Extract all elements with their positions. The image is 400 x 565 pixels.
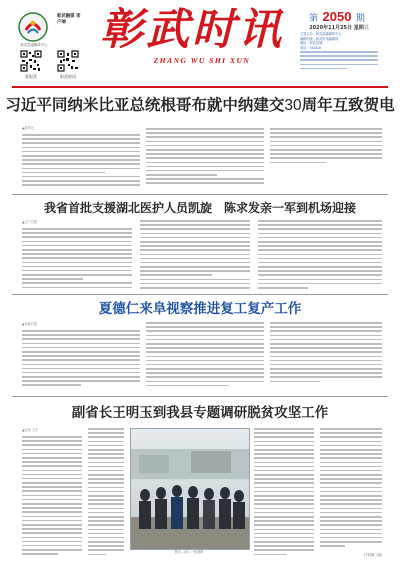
article-4-body: [88, 428, 124, 560]
article-1-body: [270, 128, 382, 168]
logo-caption: 彰武县融媒体中心: [20, 43, 48, 47]
article-2-body: [258, 220, 382, 294]
publisher-line: 电话：0418-6: [300, 45, 321, 50]
headline-text-tail: 周年互致贺电: [301, 96, 395, 114]
article-3-headline: 夏德仁来阜视察推进复工复产工作: [98, 301, 302, 317]
issue-number-value: 2050: [322, 9, 352, 24]
issue-label-post: 期: [355, 13, 365, 23]
article-1-body: [146, 128, 264, 190]
article-4-byline: ▲记者 王东: [22, 428, 39, 432]
publication-date: 2020年11月25日 星期三: [309, 25, 369, 31]
publisher-info: [300, 32, 380, 50]
headline-number: 30: [284, 97, 302, 114]
qr-label-left: 爱彰武: [25, 74, 37, 79]
issue-label-pre: 第: [309, 13, 319, 23]
newspaper-title: 彰武时讯: [100, 5, 284, 55]
article-2-body: [22, 228, 132, 294]
section-divider: [12, 294, 388, 295]
issue-number: [304, 8, 370, 22]
publisher-line: 编辑出版：彰武时讯编辑部: [300, 36, 339, 41]
article-2-body: [140, 220, 250, 294]
article-2-byline: ▲辽宁日报: [22, 220, 38, 224]
app-qr-label: 彰武融媒 客户端: [57, 14, 81, 25]
article-4-body: [22, 436, 82, 560]
article-2-headline: 我省首批支援湖北医护人员凯旋 陈求发亲一军到机场迎接: [43, 201, 356, 215]
section-divider: [12, 396, 388, 397]
article-3-body: [22, 330, 140, 392]
publisher-line: 地址：彰武县城: [300, 41, 323, 46]
masthead-divider: [12, 86, 388, 88]
article-4-headline: 副省长王明玉到我县专题调研脱贫攻坚工作: [71, 405, 329, 421]
article-3-byline: ▲阜新日报: [22, 322, 38, 326]
article-1-byline: ▲新华社: [22, 126, 35, 130]
article-4-body: [254, 428, 314, 560]
newspaper-title-pinyin: ZHANG WU SHI XUN: [153, 56, 251, 65]
section-divider: [12, 194, 388, 195]
article-3-body: [146, 322, 264, 392]
article-4-photo-caption: 图为…深入一线调研: [174, 550, 204, 554]
headline-text: 习近平同纳米比亚总统根哥布就中纳建交: [5, 96, 285, 114]
publisher-line: 主管主办：彰武县融媒体中心: [300, 32, 342, 36]
qr-code-right: [57, 50, 79, 72]
qr-label-right: 彰武时讯: [60, 74, 76, 79]
article-1-body: [22, 134, 140, 190]
article-4-continued: (下转第二版): [363, 553, 382, 557]
article-3-body: [270, 322, 382, 392]
article-4-photo: [130, 428, 250, 550]
media-center-logo: [18, 12, 48, 42]
masthead: [0, 0, 400, 86]
article-1-headline: [0, 95, 400, 116]
qr-code-left: [20, 50, 42, 72]
article-4-body: [320, 428, 382, 552]
